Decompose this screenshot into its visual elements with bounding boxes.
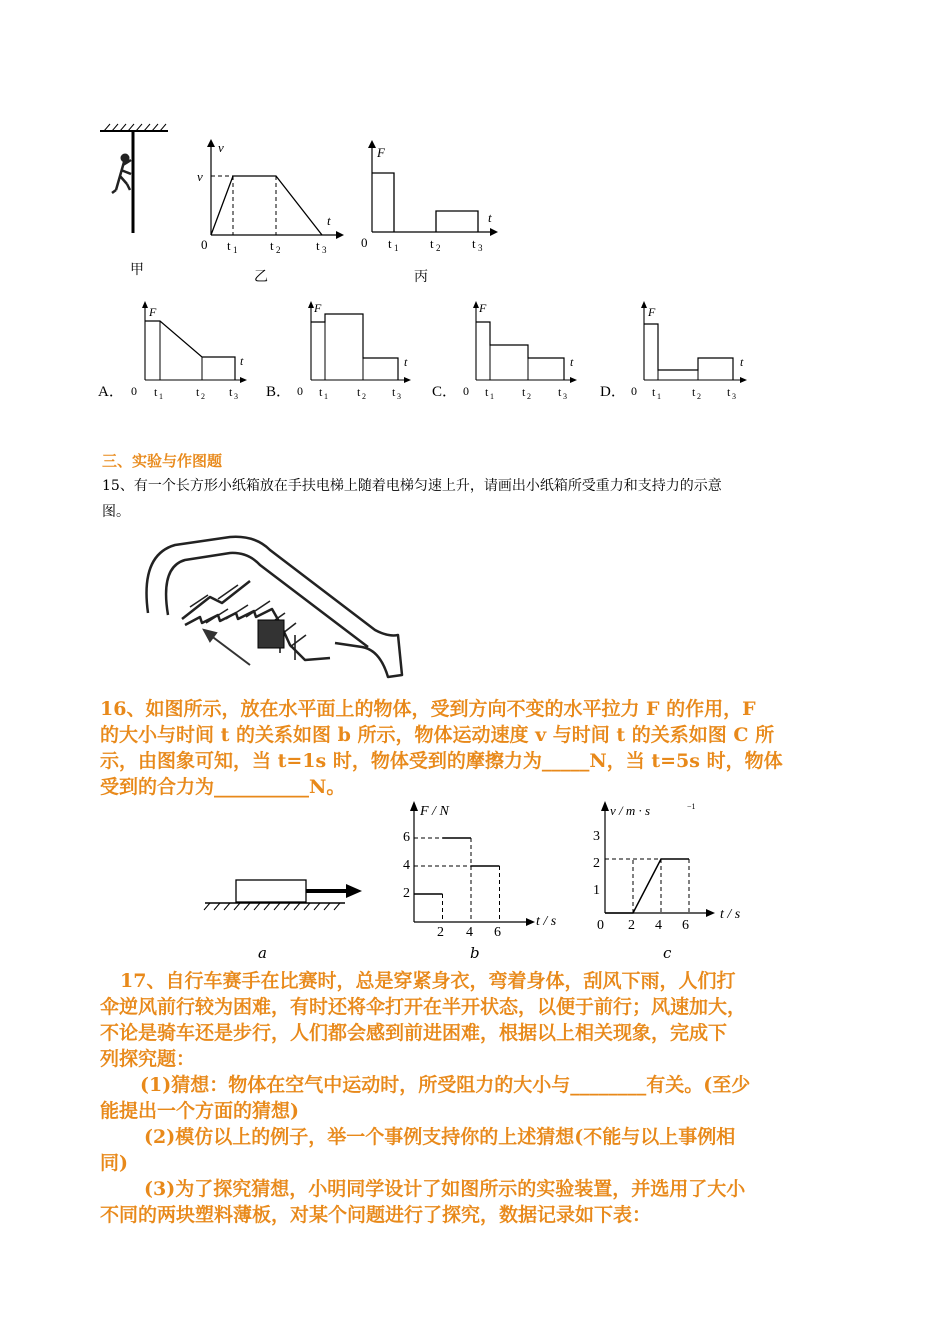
svg-text:F: F bbox=[149, 305, 157, 319]
option-b-label[interactable]: B． bbox=[266, 384, 292, 400]
svg-text:1: 1 bbox=[159, 392, 163, 401]
chart-c-ytick-3: 3 bbox=[593, 829, 600, 844]
q17-line3: 不论是骑车还是步行，人们都会感到前进困难，根据以上相关现象，完成下 bbox=[100, 1022, 728, 1044]
yi-v-axis: v bbox=[218, 140, 224, 155]
q17-part3-line2: 不同的两块塑料薄板，对某个问题进行了探究，数据记录如下表： bbox=[100, 1204, 652, 1226]
label-yi: 乙 bbox=[254, 269, 268, 285]
escalator-figure bbox=[130, 525, 410, 690]
question-15 bbox=[102, 473, 862, 525]
figure-bing-ft-graph bbox=[368, 140, 498, 236]
svg-text:0: 0 bbox=[463, 384, 469, 398]
q16-blank-2[interactable]: __________ bbox=[214, 776, 310, 798]
q17-line4: 列探究题： bbox=[100, 1048, 196, 1070]
bing-F-axis: F bbox=[377, 145, 385, 160]
q17-line2: 伞逆风前行较为困难，有时还将伞打开在半开状态，以便于前行；风速加大， bbox=[100, 996, 747, 1018]
svg-text:0: 0 bbox=[297, 384, 303, 398]
arrow-icon bbox=[204, 630, 250, 665]
svg-text:t: t bbox=[357, 385, 361, 399]
chart-b-xtick-6: 6 bbox=[494, 925, 501, 940]
svg-text:t: t bbox=[430, 236, 434, 251]
bing-zero: 0 bbox=[361, 235, 368, 250]
figure-jia-climber bbox=[100, 124, 168, 233]
svg-text:t: t bbox=[472, 236, 476, 251]
q17-part1: (1)猜想：物体在空气中运动时，所受阻力的大小与________有关。(至少 bbox=[140, 1074, 751, 1096]
bing-t-axis: t bbox=[488, 210, 492, 225]
q17-line1: 17、自行车赛手在比赛时，总是穿紧身衣，弯着身体，刮风下雨，人们打 bbox=[120, 970, 736, 992]
chart-16c bbox=[588, 795, 768, 970]
option-b-graph bbox=[308, 301, 411, 383]
q17-part2-line2: 同) bbox=[100, 1152, 128, 1174]
svg-text:t: t bbox=[392, 385, 396, 399]
q17-part2: (2)模仿以上的例子，举一个事例支持你的上述猜想(不能与以上事例相 bbox=[144, 1126, 736, 1148]
svg-text:1: 1 bbox=[490, 392, 494, 401]
q17-blank[interactable]: ________ bbox=[570, 1074, 647, 1096]
yi-t2: t bbox=[270, 238, 274, 253]
question-16 bbox=[100, 696, 860, 800]
yi-v-value: v bbox=[197, 169, 203, 184]
svg-text:1: 1 bbox=[657, 392, 661, 401]
option-d-label[interactable]: D． bbox=[600, 384, 626, 400]
svg-text:3: 3 bbox=[478, 243, 483, 253]
option-c-graph bbox=[473, 301, 577, 383]
chart-c-xtick-4: 4 bbox=[655, 918, 662, 933]
q15-line1: 15、有一个长方形小纸箱放在手扶电梯上随着电梯匀速上升，请画出小纸箱所受重力和支持力的示意 bbox=[102, 478, 722, 494]
chart-c-xtick-2: 2 bbox=[628, 918, 635, 933]
yi-zero: 0 bbox=[201, 237, 208, 252]
q16-line3: 示，由图象可知，当 t=1s 时，物体受到的摩擦力为_____N，当 t=5s 时，物体 bbox=[100, 750, 783, 772]
option-a-label[interactable]: A． bbox=[98, 384, 124, 400]
svg-text:2: 2 bbox=[276, 245, 281, 255]
svg-text:0: 0 bbox=[131, 384, 137, 398]
svg-text:t: t bbox=[196, 385, 200, 399]
chart-c-ylabel-exp: −1 bbox=[687, 802, 696, 811]
figure-16a-block bbox=[200, 860, 370, 920]
option-d-graph bbox=[641, 301, 747, 383]
label-jia: 甲 bbox=[130, 262, 144, 278]
chart-b-ytick-6: 6 bbox=[403, 830, 410, 845]
svg-text:t: t bbox=[229, 385, 233, 399]
chart-c-xlabel: t / s bbox=[720, 907, 741, 922]
chart-b-xtick-4: 4 bbox=[466, 925, 473, 940]
chart-16b bbox=[390, 795, 570, 970]
svg-text:t: t bbox=[570, 355, 574, 369]
svg-text:t: t bbox=[558, 385, 562, 399]
chart-b-ytick-2: 2 bbox=[403, 886, 410, 901]
svg-text:t: t bbox=[319, 385, 323, 399]
svg-text:t: t bbox=[522, 385, 526, 399]
question-17 bbox=[100, 968, 870, 1228]
fig16-label-a: a bbox=[258, 944, 267, 962]
yi-t1: t bbox=[227, 238, 231, 253]
section-title: 三、实验与作图题 bbox=[102, 452, 223, 470]
climber-icon bbox=[112, 154, 131, 193]
q17-part3: (3)为了探究猜想，小明同学设计了如图所示的实验装置，并选用了大小 bbox=[144, 1178, 746, 1200]
chart-c-ytick-1: 1 bbox=[593, 883, 600, 898]
svg-text:t: t bbox=[740, 355, 744, 369]
fig16-label-c: c bbox=[663, 944, 672, 962]
svg-text:2: 2 bbox=[527, 392, 531, 401]
chart-c-xtick-0: 0 bbox=[597, 918, 604, 933]
q16-blank-1[interactable]: _____ bbox=[541, 750, 590, 772]
q16-line4: 受到的合力为__________N。 bbox=[100, 776, 346, 798]
svg-text:0: 0 bbox=[631, 384, 637, 398]
fig16-label-b: b bbox=[470, 944, 480, 962]
q15-line2: 图。 bbox=[102, 504, 130, 520]
yi-t3: t bbox=[316, 238, 320, 253]
svg-text:t: t bbox=[240, 354, 244, 368]
paper-box bbox=[258, 620, 284, 648]
svg-text:F: F bbox=[648, 305, 656, 319]
svg-text:2: 2 bbox=[201, 392, 205, 401]
option-a-graph bbox=[142, 301, 247, 383]
svg-text:3: 3 bbox=[234, 392, 238, 401]
svg-text:t: t bbox=[727, 385, 731, 399]
svg-text:t: t bbox=[154, 385, 158, 399]
svg-text:t: t bbox=[485, 385, 489, 399]
svg-text:1: 1 bbox=[324, 392, 328, 401]
svg-text:3: 3 bbox=[563, 392, 567, 401]
top-figures bbox=[0, 0, 950, 420]
chart-b-ylabel: F / N bbox=[420, 804, 449, 819]
chart-b-ytick-4: 4 bbox=[403, 858, 410, 873]
q17-part1-line2: 能提出一个方面的猜想) bbox=[100, 1100, 299, 1122]
svg-text:t: t bbox=[388, 236, 392, 251]
svg-text:2: 2 bbox=[697, 392, 701, 401]
svg-text:1: 1 bbox=[233, 245, 238, 255]
svg-text:F: F bbox=[479, 301, 487, 315]
svg-text:t: t bbox=[652, 385, 656, 399]
svg-text:1: 1 bbox=[394, 243, 399, 253]
chart-c-series-line bbox=[605, 859, 689, 913]
chart-c-xtick-6: 6 bbox=[682, 918, 689, 933]
svg-text:3: 3 bbox=[732, 392, 736, 401]
chart-b-xtick-2: 2 bbox=[437, 925, 444, 940]
chart-c-ytick-2: 2 bbox=[593, 856, 600, 871]
svg-text:t: t bbox=[692, 385, 696, 399]
option-c-label[interactable]: C． bbox=[432, 384, 458, 400]
svg-text:3: 3 bbox=[322, 245, 327, 255]
figure-yi-vt-graph bbox=[207, 139, 344, 239]
chart-b-xlabel: t / s bbox=[536, 914, 557, 929]
svg-text:2: 2 bbox=[436, 243, 441, 253]
chart-c-ylabel: v / m · s bbox=[610, 803, 651, 818]
q16-line1: 16、如图所示，放在水平面上的物体，受到方向不变的水平拉力 F 的作用，F bbox=[100, 698, 756, 720]
svg-text:2: 2 bbox=[362, 392, 366, 401]
label-bing: 丙 bbox=[414, 269, 428, 285]
q16-line2: 的大小与时间 t 的关系如图 b 所示，物体运动速度 v 与时间 t 的关系如图 C 所 bbox=[100, 724, 775, 746]
yi-t-axis: t bbox=[327, 213, 331, 228]
svg-text:F: F bbox=[314, 301, 322, 315]
svg-text:3: 3 bbox=[397, 392, 401, 401]
svg-text:t: t bbox=[404, 355, 408, 369]
